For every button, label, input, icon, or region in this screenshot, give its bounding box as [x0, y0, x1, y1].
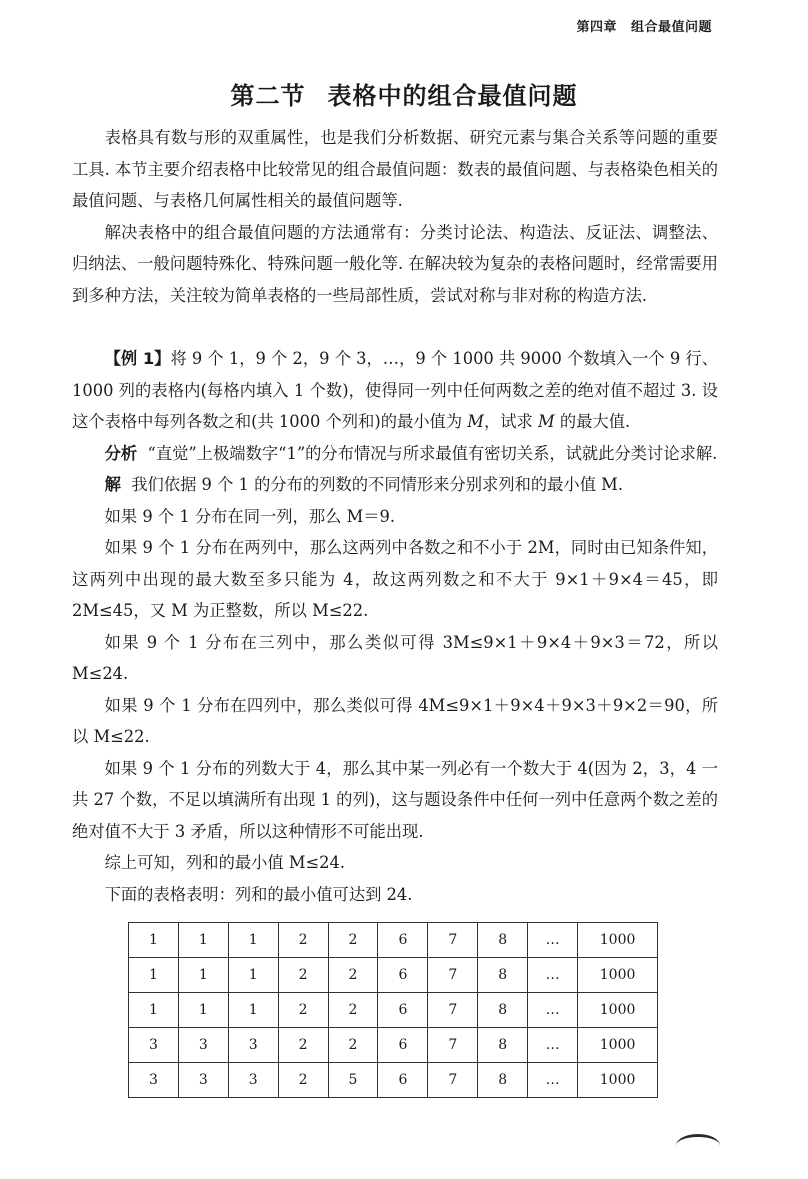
table-cell: 5	[328, 1063, 378, 1098]
table-cell: 7	[428, 993, 478, 1028]
table-cell: 1	[129, 923, 179, 958]
table-cell: 1	[129, 958, 179, 993]
table-cell: 8	[478, 993, 528, 1028]
table-cell: 6	[378, 1063, 428, 1098]
table-row	[129, 923, 658, 958]
table-cell: 8	[478, 923, 528, 958]
table-cell: 8	[478, 1028, 528, 1063]
table-cell: 1	[228, 993, 278, 1028]
table-cell: 2	[278, 923, 328, 958]
table-cell: 1000	[578, 1063, 658, 1098]
table-cell: 2	[278, 1063, 328, 1098]
intro-paragraph-1: 表格具有数与形的双重属性，也是我们分析数据、研究元素与集合关系等问题的重要工具. 本节主要介绍表格中比较常见的组合最值问题：数表的最值问题、与表格染色相关的最值问题、与表格几何属性相关的最值问题等.	[72, 128, 718, 210]
table-cell: 6	[378, 1028, 428, 1063]
analysis-text: “直觉”上极端数字“1”的分布情况与所求最值有密切关系，试就此分类讨论求解.	[137, 443, 718, 463]
table-cell: 3	[178, 1028, 228, 1063]
solution-case-4: 如果 9 个 1 分布在四列中，那么类似可得 4M≤9×1＋9×4＋9×3＋9×2＝90，所以 M≤22.	[72, 695, 719, 746]
table-row	[129, 1028, 658, 1063]
example-1-statement	[72, 343, 718, 438]
running-head-title: 组合最值问题	[630, 20, 712, 35]
table-cell: 1	[228, 923, 278, 958]
table-cell: 1	[178, 923, 228, 958]
analysis-paragraph	[72, 438, 718, 470]
table-cell: 2	[278, 958, 328, 993]
table-cell: 6	[378, 993, 428, 1028]
solution-case-3: 如果 9 个 1 分布在三列中，那么类似可得 3M≤9×1＋9×4＋9×3＝72，所以M≤24.	[72, 632, 718, 683]
table-cell: 6	[378, 923, 428, 958]
table-cell: 3	[228, 1063, 278, 1098]
table-cell: 3	[228, 1028, 278, 1063]
table-cell: …	[528, 923, 578, 958]
example-label: 【例 1】	[104, 349, 171, 368]
table-row	[129, 958, 658, 993]
table-row	[129, 1063, 658, 1098]
example-text-3: 的最大值.	[554, 412, 631, 431]
table-cell: …	[528, 993, 578, 1028]
table-cell: 2	[328, 958, 378, 993]
table-intro: 下面的表格表明：列和的最小值可达到 24.	[104, 884, 413, 904]
section-name: 表格中的组合最值问题	[327, 82, 578, 110]
solution-case-2: 如果 9 个 1 分布在两列中，那么这两列中各数之和不小于 2M，同时由已知条件知，这两列中出现的最大数至多只能为 4，故这两列数之和不大于 9×1＋9×4＝45，即 2M≤45，又 M 为正整数，所以 M≤22.	[72, 538, 718, 620]
solution-text-0: 我们依据 9 个 1 的分布的列数的不同情形来分别求列和的最小值 M.	[120, 475, 623, 494]
example-text-2: ，试求	[483, 412, 538, 431]
page-body	[72, 122, 718, 910]
solution-label: 解	[104, 475, 121, 494]
intro-paragraph-2: 解决表格中的组合最值问题的方法通常有：分类讨论法、构造法、反证法、调整法、归纳法、一般问题特殊化、特殊问题一般化等. 在解决较为复杂的表格问题时，经常需要用到多种方法，关注较为简单表格的一些局部性质，尝试对称与非对称的构造方法.	[72, 222, 718, 305]
table-cell: 8	[478, 958, 528, 993]
table-cell: 1	[228, 958, 278, 993]
table-cell: 3	[178, 1063, 228, 1098]
table-cell: 2	[278, 993, 328, 1028]
table-cell: 7	[428, 958, 478, 993]
solution-case-5: 如果 9 个 1 分布的列数大于 4，那么其中某一列必有一个数大于 4(因为 2，3，4 一共 27 个数，不足以填满所有出现 1 的列)，这与题设条件中任何一列中任意两个数之差的绝对值不大于 3 矛盾，所以这种情形不可能出现.	[72, 758, 718, 841]
solution-case-1: 如果 9 个 1 分布在同一列，那么 M＝9.	[104, 506, 396, 526]
solution-conclusion: 综上可知，列和的最小值 M≤24.	[104, 853, 346, 872]
table-cell: 6	[378, 958, 428, 993]
table-cell: 3	[129, 1063, 179, 1098]
table-cell: …	[528, 958, 578, 993]
table-cell: 2	[278, 1028, 328, 1063]
table-cell: 1	[129, 993, 179, 1028]
table-cell: 3	[129, 1028, 179, 1063]
solution-intro	[72, 469, 718, 501]
table-cell: 2	[328, 1028, 378, 1063]
table-cell: 1000	[578, 958, 658, 993]
table-cell: 7	[428, 1028, 478, 1063]
section-number: 第二节	[230, 82, 306, 110]
table-cell: 1000	[578, 993, 658, 1028]
table-cell: 7	[428, 923, 478, 958]
table-row	[129, 993, 658, 1028]
example-text-1: 将 9 个 1，9 个 2，9 个 3，…，9 个 1000 共 9000 个数填入一个 9 行、1000 列的表格内(每格内填入 1 个数)，使得同一列中任何两数之差的绝对值不超过 3. 设这个表格中每列各数之和(共 1000 个列和)的最小值为	[72, 349, 718, 431]
table-cell: 2	[328, 993, 378, 1028]
table-cell: …	[528, 1028, 578, 1063]
table-cell: 1	[178, 993, 228, 1028]
example-var-m: M	[467, 412, 484, 431]
table-cell: 1000	[578, 923, 658, 958]
table-cell: 1000	[578, 1028, 658, 1063]
analysis-label: 分析	[104, 443, 138, 463]
table-cell: 7	[428, 1063, 478, 1098]
table-cell: …	[528, 1063, 578, 1098]
page-curl-ornament	[676, 1134, 720, 1157]
construction-table	[128, 922, 658, 1098]
section-title	[0, 76, 808, 111]
running-head	[576, 16, 712, 35]
example-var-m-2: M	[538, 412, 555, 431]
table-cell: 8	[478, 1063, 528, 1098]
table-cell: 2	[328, 923, 378, 958]
running-head-chapter: 第四章	[576, 20, 617, 35]
table-cell: 1	[178, 958, 228, 993]
